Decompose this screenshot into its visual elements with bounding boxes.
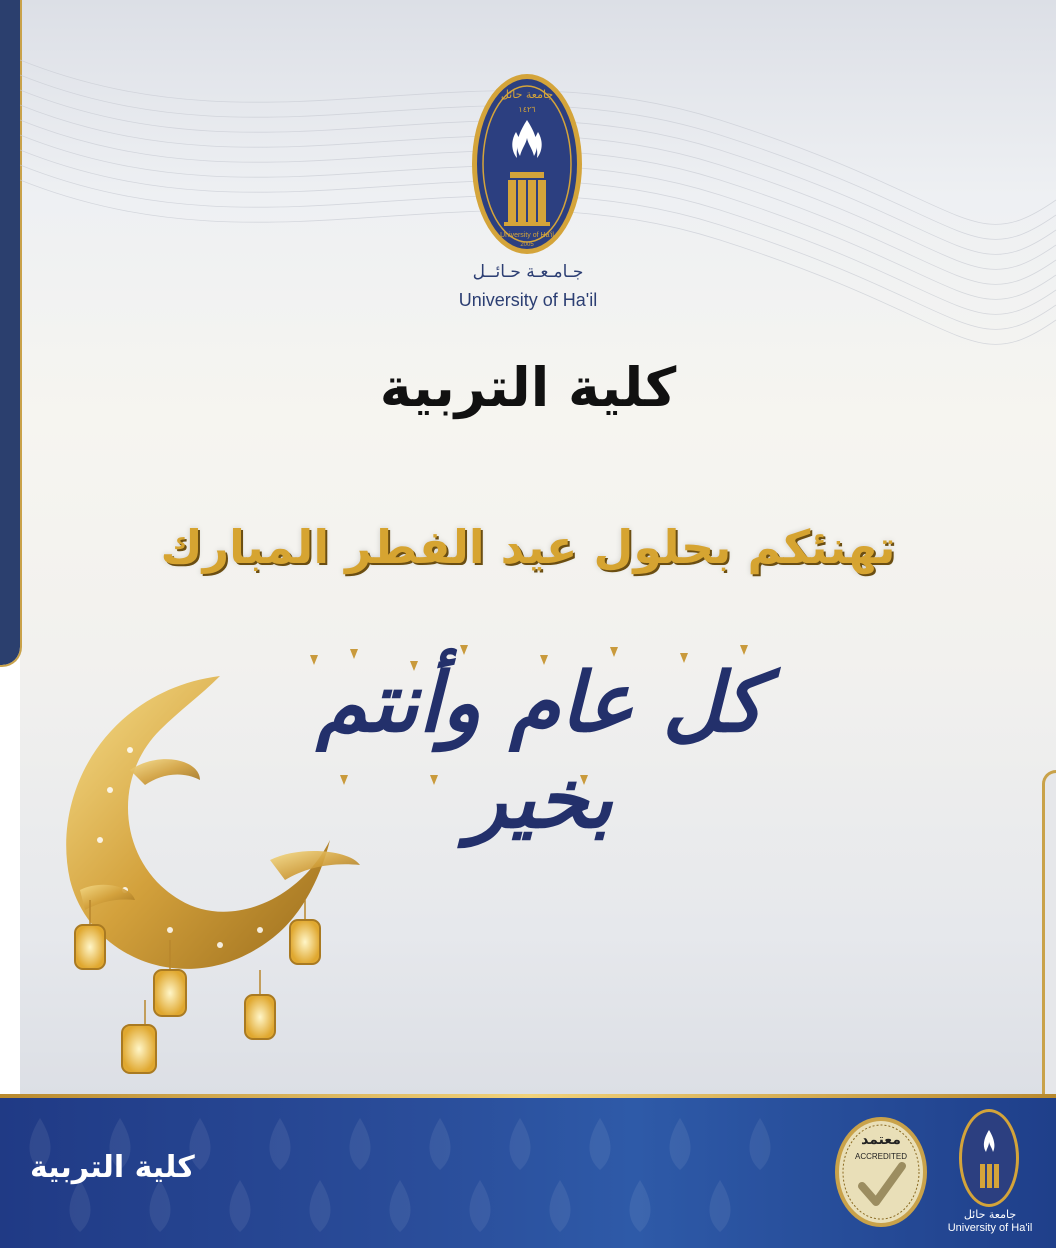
seal-year: 2005: [520, 242, 534, 248]
accredited-arabic: معتمد: [861, 1132, 901, 1148]
university-name-arabic: جـامـعـة حـائــل: [472, 262, 584, 282]
college-title: كلية التربية: [379, 356, 677, 419]
eid-greeting: تهنئكم بحلول عيد الفطر المبارك: [160, 520, 896, 574]
university-name-english: University of Ha'il: [458, 290, 598, 310]
right-gold-border: [1042, 770, 1056, 1100]
accredited-english: ACCREDITED: [854, 1152, 907, 1161]
seal-hijri-year: ١٤٢٦: [518, 105, 536, 114]
footer-college-label: كلية التربية: [30, 1150, 195, 1185]
footer-university-logo: [958, 1108, 1020, 1208]
seal-en-text: University of Ha'il: [500, 232, 554, 239]
seal-arc-text: جامعة حائل: [500, 88, 554, 101]
calligraphy-text: كل عام وأنتم بخير: [316, 655, 764, 847]
footer-bar: [0, 1098, 1056, 1248]
footer-university-english: University of Ha'il: [947, 1222, 1033, 1234]
crescent-moon-lanterns-decoration: [30, 670, 370, 1090]
university-seal-logo: [470, 72, 584, 256]
footer-university-arabic: جامعة حائل: [963, 1208, 1017, 1221]
